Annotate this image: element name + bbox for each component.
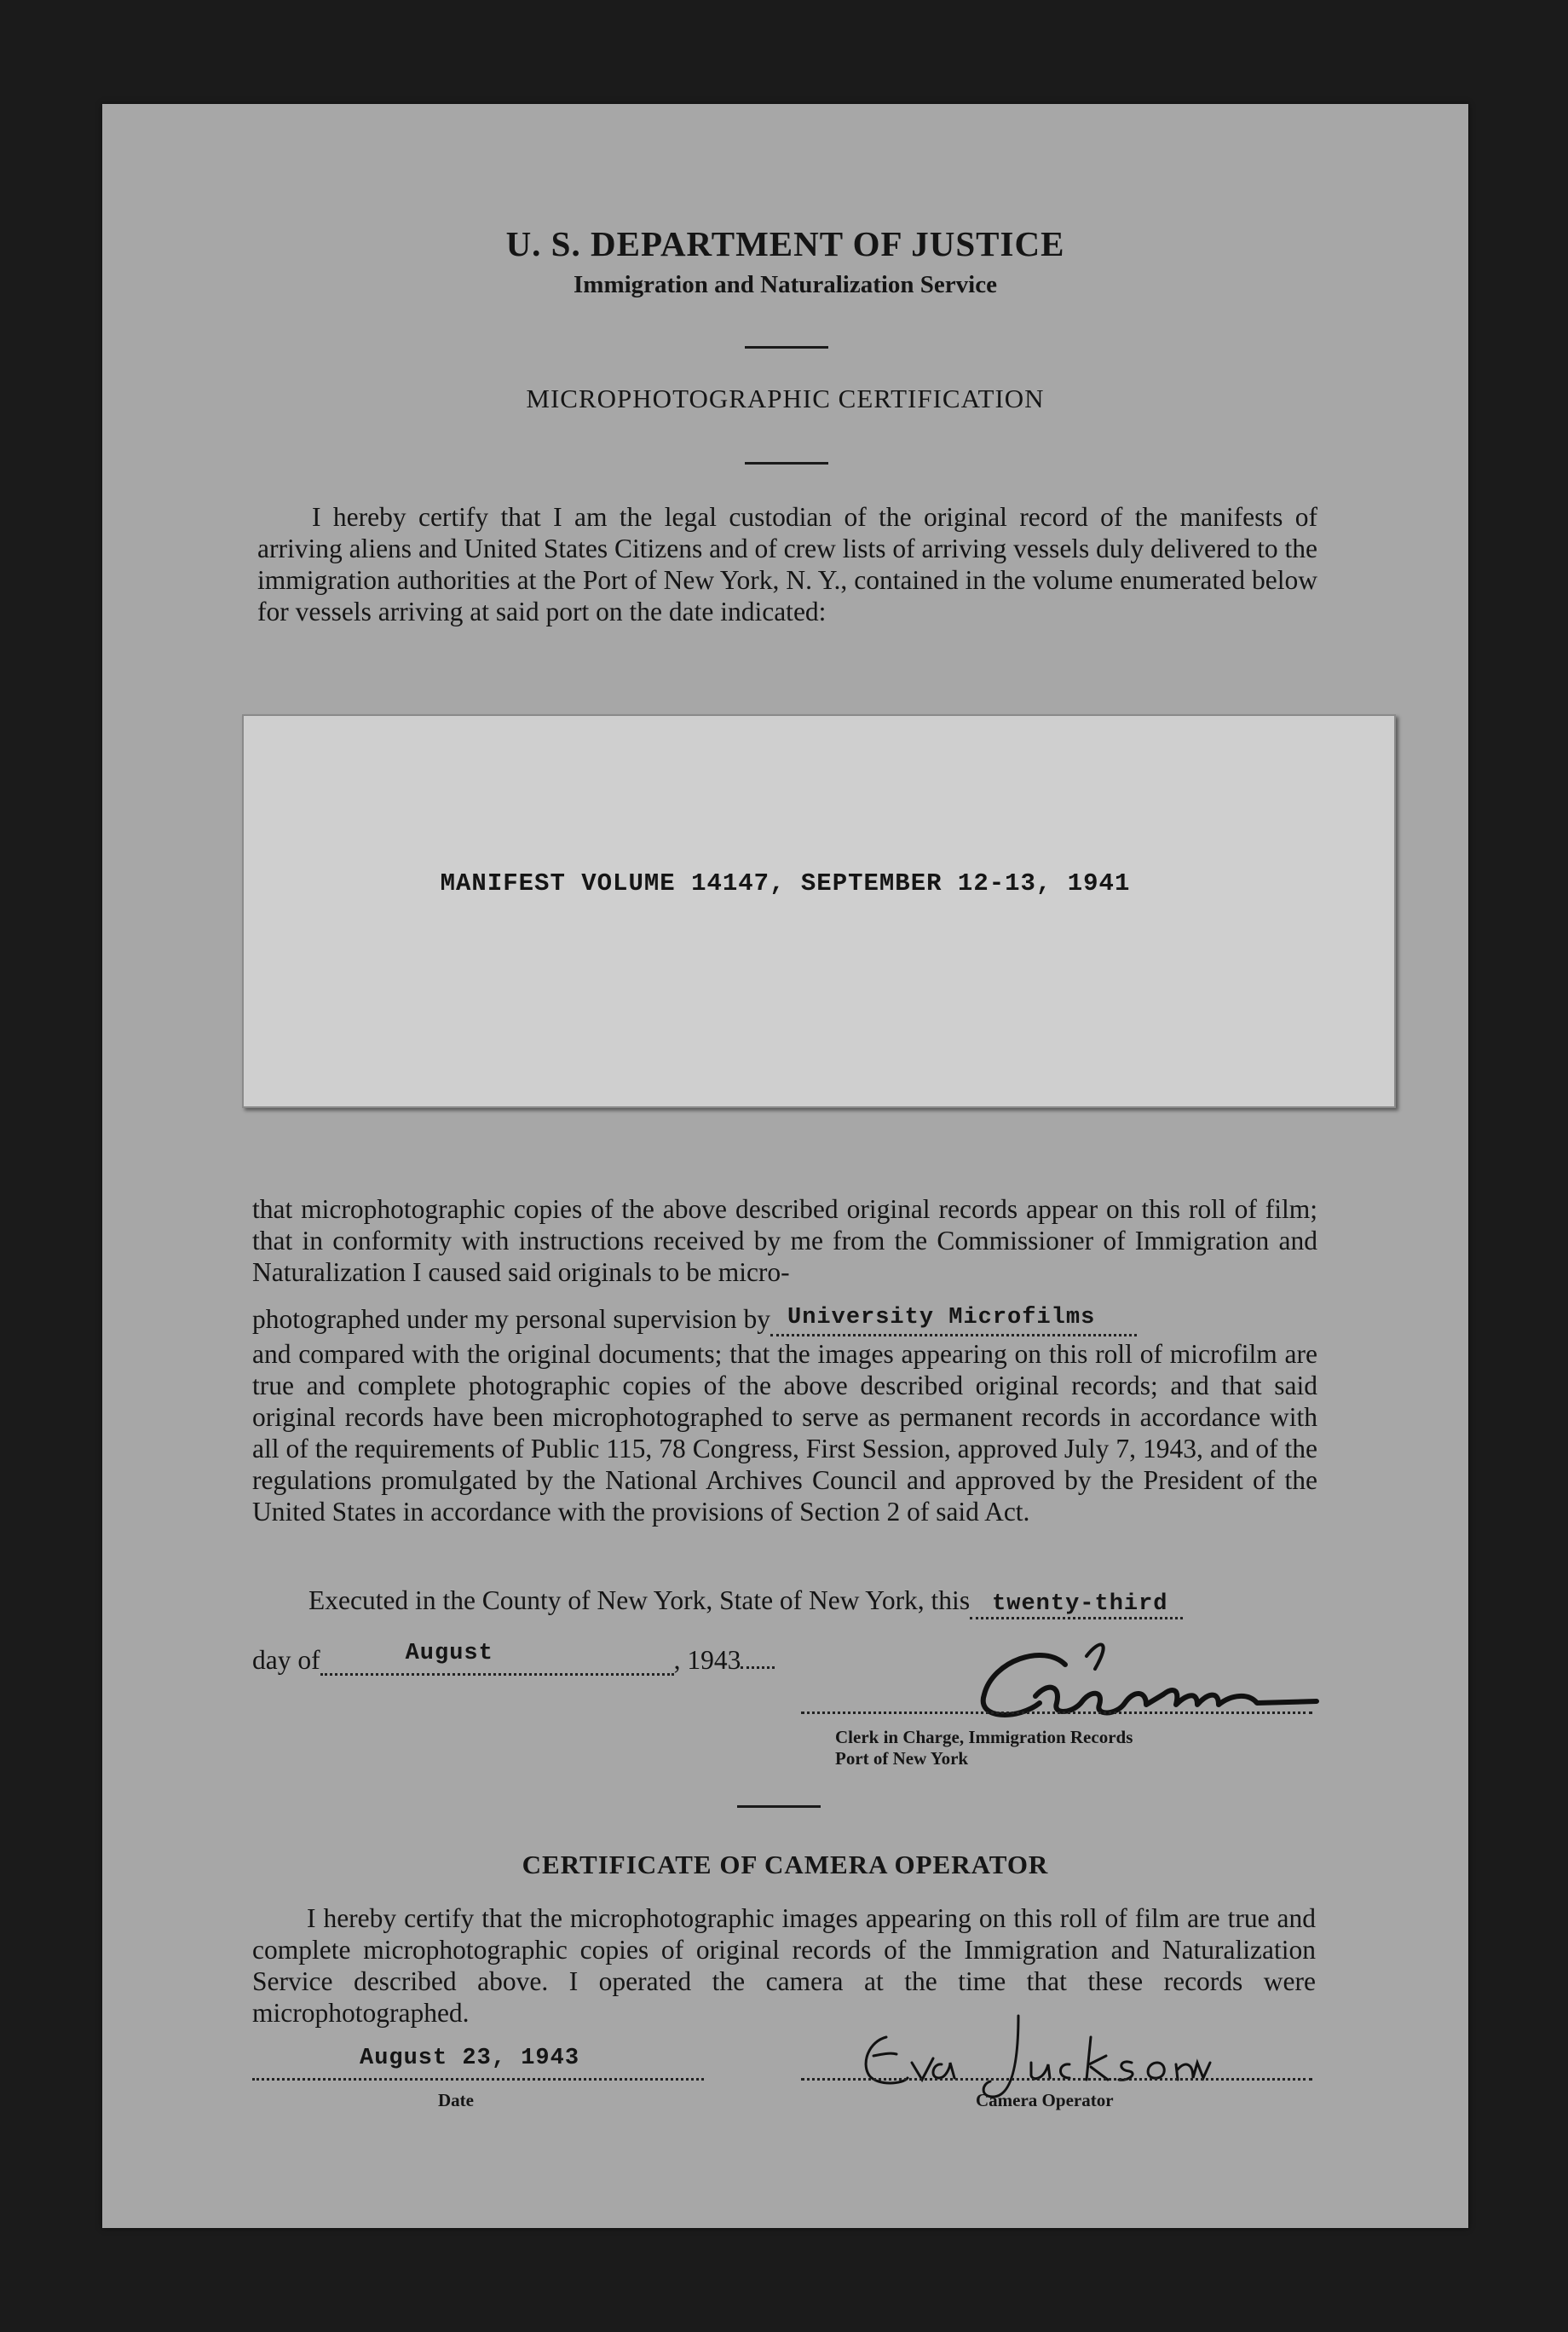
divider-bottom — [737, 1805, 821, 1808]
supervision-prefix: photographed under my personal supervision by — [252, 1304, 771, 1334]
supervision-line — [252, 1304, 1317, 1338]
certificate-page — [102, 104, 1468, 2228]
camera-date-label: Date — [438, 2090, 474, 2110]
day-field — [970, 1585, 1183, 1619]
camera-date-value: August 23, 1943 — [360, 2046, 580, 2071]
year-text: , 1943 — [673, 1645, 741, 1675]
clerk-port: Port of New York — [835, 1748, 969, 1769]
day-of-label: day of — [252, 1645, 320, 1675]
supervision-value-field — [770, 1302, 1137, 1336]
date-of-line — [252, 1641, 775, 1679]
month-field — [320, 1642, 674, 1676]
execution-line — [308, 1585, 1317, 1619]
year-trail-dots — [741, 1666, 775, 1669]
divider-middle — [745, 462, 828, 465]
manifest-card — [242, 714, 1396, 1108]
execution-prefix: Executed in the County of New York, State of New York, this — [308, 1585, 971, 1615]
body-paragraph-part2: and compared with the original documents; that the images appearing on this roll of microfilm are true and complete photographic copies of the above described original records; and that said original records have been microphotographed to serve as permanent records in accordance with all of the requirements of Public 115, 78 Congress, First Session, approved July 7, 1943, and of the regulations promulgated by the National Archives Council and approved by the President of the United States in accordance with the provisions of Section 2 of said Act. — [252, 1339, 1317, 1527]
clerk-title: Clerk in Charge, Immigration Records — [835, 1727, 1133, 1747]
camera-date-field — [252, 2078, 704, 2081]
clerk-signature-line — [801, 1711, 1312, 1714]
month-value: August — [405, 1641, 493, 1666]
clerk-caption — [835, 1727, 1133, 1769]
clerk-signature — [891, 1635, 1436, 1729]
supervision-value: University Microfilms — [787, 1305, 1096, 1331]
intro-paragraph: I hereby certify that I am the legal custodian of the original record of the manifests of arriving aliens and United States Citizens and of crew lists of arriving vessels duly delivered to the immigration authorities at the Port of New York, N. Y., contained in the volume enumerated below for vessels arriving at said port on the date indicated: — [257, 502, 1317, 626]
divider-top — [745, 346, 828, 349]
day-value: twenty-third — [992, 1591, 1168, 1617]
service-subtitle: Immigration and Naturalization Service — [574, 271, 997, 298]
camera-operator-label: Camera Operator — [976, 2090, 1114, 2110]
body-paragraph-part1: that microphotographic copies of the above described original records appear on this roll of film; that in conformity with instructions received by me from the Commissioner of Immigration and Naturalization I caused said originals to be micro- — [252, 1194, 1317, 1287]
camera-certificate-title: CERTIFICATE OF CAMERA OPERATOR — [522, 1850, 1049, 1879]
manifest-volume-text: MANIFEST VOLUME 14147, SEPTEMBER 12-13, 1941 — [440, 869, 1131, 898]
department-title: U. S. DEPARTMENT OF JUSTICE — [505, 224, 1065, 263]
camera-paragraph: I hereby certify that the microphotographic images appearing on this roll of film are true and complete microphotographic copies of original records of the Immigration and Naturalization Service described above. I operated the camera at the time that these records were microphotographed. — [252, 1903, 1316, 2028]
certification-title: MICROPHOTOGRAPHIC CERTIFICATION — [526, 384, 1045, 413]
camera-operator-field — [801, 2078, 1312, 2081]
